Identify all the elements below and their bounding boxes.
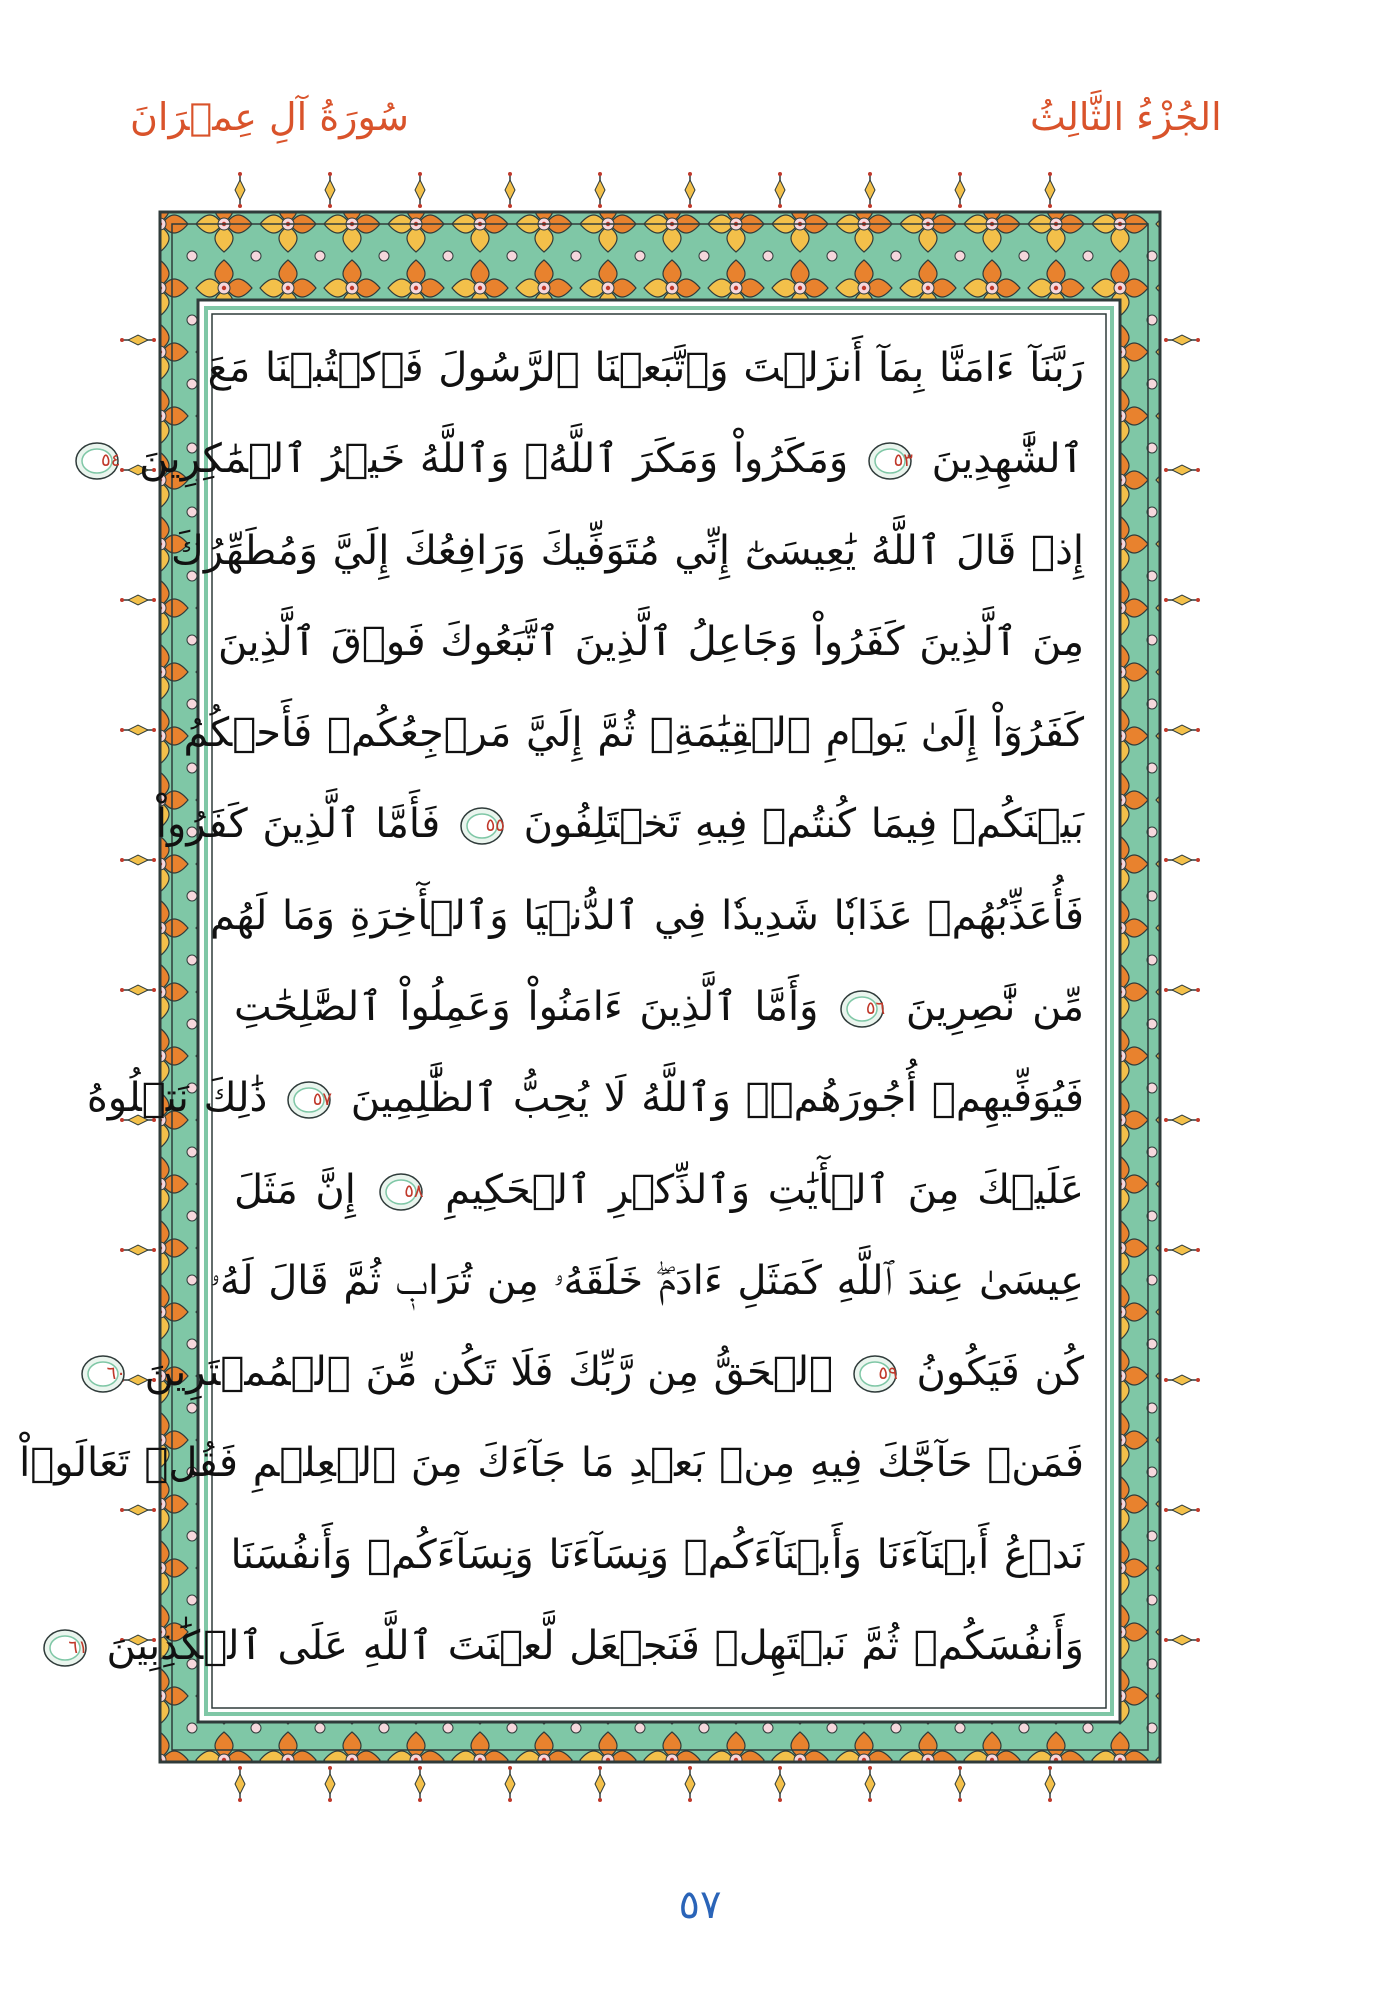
ayah-number: ٥٣ bbox=[893, 450, 913, 472]
verse-segment: فَيُوَفِّيهِمۡ أُجُورَهُمۡۗ وَٱللَّهُ لَا يُحِبُّ ٱلظَّٰلِمِينَ bbox=[336, 1075, 1084, 1122]
verse-line bbox=[230, 1525, 1084, 1593]
verse-line bbox=[234, 977, 1084, 1045]
ayah-end-marker bbox=[839, 989, 885, 1029]
verse-segment: فَأَمَّا ٱلَّذِينَ كَفَرُواْ bbox=[155, 801, 455, 848]
verse-segment: إِنَّ مَثَلَ bbox=[234, 1166, 374, 1213]
ayah-end-marker bbox=[80, 1354, 126, 1394]
verse-line bbox=[234, 1160, 1084, 1228]
verse-segment: إِذۡ قَالَ ٱللَّهُ يَٰعِيسَىٰٓ إِنِّي مُتَوَفِّيكَ وَرَافِعُكَ إِلَيَّ وَمُطَهِّرُكَ bbox=[170, 527, 1084, 574]
verse-lines bbox=[19, 338, 1084, 1684]
verse-line bbox=[155, 794, 1084, 862]
ayah-end-marker bbox=[867, 441, 913, 481]
verse-segment: بَيۡنَكُمۡ فِيمَا كُنتُمۡ فِيهِ تَخۡتَلِفُونَ bbox=[508, 801, 1084, 848]
ayah-number: ٥٩ bbox=[878, 1363, 898, 1385]
verse-line bbox=[209, 1251, 1084, 1319]
verse-line bbox=[210, 886, 1084, 954]
ayah-end-marker bbox=[378, 1172, 424, 1212]
verse-segment: رَبَّنَآ ءَامَنَّا بِمَآ أَنزَلۡتَ وَٱتَّبَعۡنَا ٱلرَّسُولَ فَٱكۡتُبۡنَا مَعَ bbox=[207, 345, 1084, 391]
verse-segment: مِّن نَّٰصِرِينَ bbox=[889, 983, 1084, 1030]
verse-line bbox=[101, 429, 1084, 497]
ayah-end-marker bbox=[74, 441, 120, 481]
ayah-end-marker bbox=[459, 806, 505, 846]
verse-segment: عَلَيۡكَ مِنَ ٱلۡأٓيَٰتِ وَٱلذِّكۡرِ ٱلۡحَكِيمِ bbox=[427, 1166, 1084, 1213]
surah-title: سُورَةُ آلِ عِمۡرَانَ bbox=[130, 95, 409, 139]
verse-segment: كَفَرُوٓاْ إِلَىٰ يَوۡمِ ٱلۡقِيَٰمَةِۖ ثُمَّ إِلَيَّ مَرۡجِعُكُمۡ فَأَحۡكُمُ bbox=[183, 710, 1084, 757]
verse-segment: وَأَنفُسَكُمۡ ثُمَّ نَبۡتَهِلۡ فَنَجۡعَل لَّعۡنَتَ ٱللَّهِ عَلَى ٱلۡكَٰذِبِينَ bbox=[91, 1622, 1084, 1669]
verse-line bbox=[170, 521, 1084, 589]
verse-segment: ٱلۡحَقُّ مِن رَّبِّكَ فَلَا تَكُن مِّنَ ٱلۡمُمۡتَرِينَ bbox=[129, 1349, 848, 1396]
verse-line bbox=[183, 703, 1084, 771]
verse-line bbox=[86, 1068, 1084, 1136]
verse-segment: نَدۡعُ أَبۡنَآءَنَا وَأَبۡنَآءَكُمۡ وَنِسَآءَنَا وَنِسَآءَكُمۡ وَأَنفُسَنَا bbox=[230, 1531, 1084, 1578]
verse-line bbox=[106, 1342, 1084, 1410]
verse-segment: فَأُعَذِّبُهُمۡ عَذَابٗا شَدِيدٗا فِي ٱلدُّنۡيَا وَٱلۡأٓخِرَةِ وَمَا لَهُم bbox=[210, 892, 1084, 939]
ayah-number: ٥٥ bbox=[485, 815, 505, 837]
ayah-number: ٦١ bbox=[68, 1636, 88, 1658]
verse-text-panel bbox=[19, 316, 1104, 1706]
verse-segment: كُن فَيَكُونُ bbox=[901, 1349, 1084, 1396]
verse-segment: ذَٰلِكَ نَتۡلُوهُ bbox=[86, 1075, 283, 1122]
ayah-number: ٥٧ bbox=[312, 1089, 333, 1111]
verse-segment: عِيسَىٰ عِندَ ٱللَّهِ كَمَثَلِ ءَادَمَۖ خَلَقَهُۥ مِن تُرَابٖ ثُمَّ قَالَ لَهُۥ bbox=[209, 1257, 1084, 1304]
ayah-number: ٥٦ bbox=[865, 997, 886, 1019]
verse-line bbox=[68, 1616, 1084, 1684]
ayah-number: ٥٤ bbox=[101, 450, 121, 472]
verse-line bbox=[217, 612, 1084, 680]
ayah-end-marker bbox=[286, 1080, 332, 1120]
verse-line bbox=[19, 1433, 1084, 1501]
ayah-end-marker bbox=[42, 1628, 88, 1668]
verse-segment: مِنَ ٱلَّذِينَ كَفَرُواْ وَجَاعِلُ ٱلَّذِينَ ٱتَّبَعُوكَ فَوۡقَ ٱلَّذِينَ bbox=[217, 618, 1084, 665]
ayah-number: ٥٨ bbox=[404, 1180, 424, 1202]
page-number: ٥٧ bbox=[678, 1882, 722, 1928]
ayah-end-marker bbox=[852, 1354, 898, 1394]
ayah-number: ٦٠ bbox=[106, 1363, 126, 1385]
juz-title: الجُزْءُ الثَّالِثُ bbox=[1030, 95, 1222, 139]
verse-segment: وَمَكَرُواْ وَمَكَرَ ٱللَّهُۖ وَٱللَّهُ خَيۡرُ ٱلۡمَٰكِرِينَ bbox=[124, 436, 863, 483]
verse-segment: وَأَمَّا ٱلَّذِينَ ءَامَنُواْ وَعَمِلُواْ ٱلصَّٰلِحَٰتِ bbox=[234, 983, 836, 1030]
verse-line bbox=[207, 338, 1084, 406]
verse-segment: ٱلشَّٰهِدِينَ bbox=[916, 436, 1084, 483]
verse-segment: فَمَنۡ حَآجَّكَ فِيهِ مِنۢ بَعۡدِ مَا جَآءَكَ مِنَ ٱلۡعِلۡمِ فَقُلۡ تَعَالَوۡاْ bbox=[19, 1440, 1084, 1487]
